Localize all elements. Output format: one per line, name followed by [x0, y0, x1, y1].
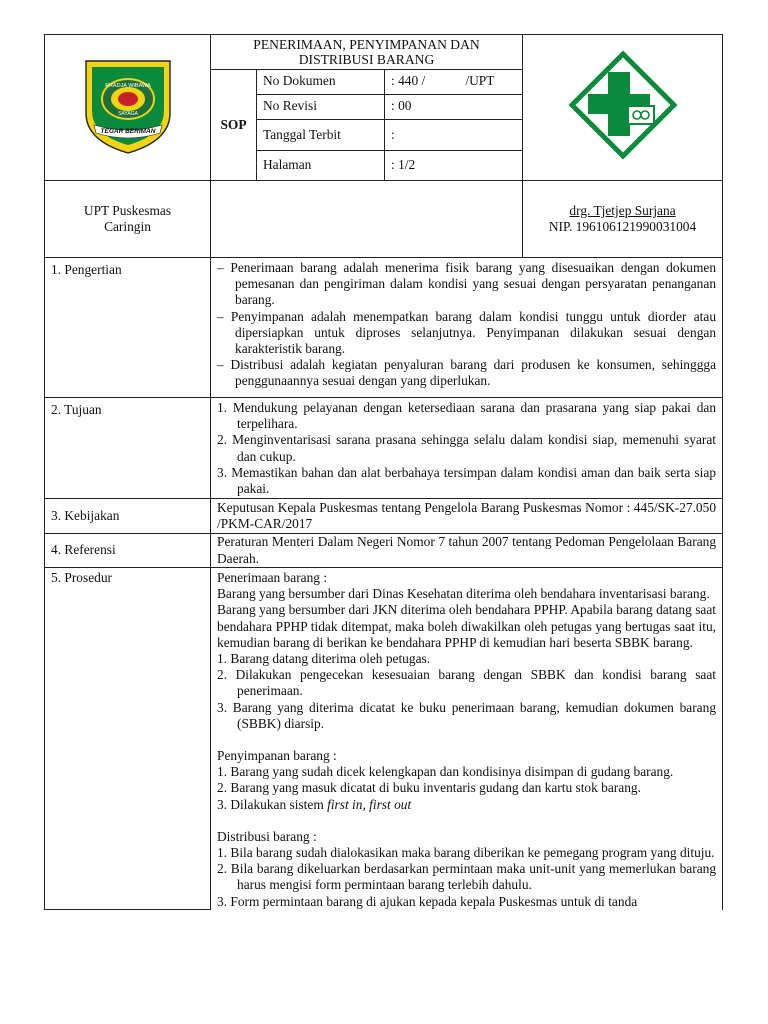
section-label-prosedur: 5. Prosedur: [45, 568, 211, 910]
section-label-tujuan: 2. Tujuan: [45, 398, 211, 499]
blank-cell: [211, 181, 523, 258]
svg-text:PRADJA WIBAWA: PRADJA WIBAWA: [104, 83, 151, 90]
signatory-nip: NIP. 196106121990031004: [548, 219, 697, 234]
list-item: 2. Bila barang dikeluarkan berdasarkan permintaan maka unit-unit yang memerlukan barang harus mengisi form permintaan barang terlebih dahulu.: [217, 861, 717, 893]
meta-value-no-dokumen: : 440 / /UPT: [385, 70, 523, 95]
logo-bogor-cell: [45, 35, 211, 181]
sop-table: [44, 34, 723, 910]
kabupaten-bogor-logo: [80, 55, 176, 155]
subsection-title-penerimaan: Penerimaan barang :: [217, 570, 328, 585]
meta-value-no-revisi: : 00: [385, 95, 523, 120]
section-label-kebijakan: 3. Kebijakan: [45, 499, 211, 534]
list-item: – Distribusi adalah kegiatan penyaluran barang dari produsen ke konsumen, sehinggga penggunaannya sesuai dengan yang diperlukan.: [217, 357, 717, 389]
section-body-kebijakan: Keputusan Kepala Puskesmas tentang Pengelola Barang Puskesmas Nomor : 445/SK-27.050 /PKM-CAR/2017: [211, 499, 723, 534]
meta-label-tanggal-terbit: Tanggal Terbit: [257, 120, 385, 151]
list-item: 3. Form permintaan barang di ajukan kepada kepala Puskesmas untuk di tanda: [217, 893, 638, 909]
unit-name: UPT Puskesmas Caringin: [45, 181, 211, 258]
list-item: 3. Dilakukan sistem first in, first out: [217, 796, 412, 812]
list-item: 3. Memastikan bahan dan alat berbahaya tersimpan dalam kondisi aman dan baik serta siap pakai.: [217, 464, 717, 497]
section-label-pengertian: 1. Pengertian: [45, 258, 211, 398]
svg-text:TEGAR BERIMAN: TEGAR BERIMAN: [100, 128, 155, 136]
list-item: 1. Barang datang diterima oleh petugas.: [217, 651, 431, 667]
section-body-tujuan: [211, 398, 723, 499]
section-body-prosedur: [211, 568, 723, 910]
list-item: 2. Menginventarisasi sarana prasana sehingga selalu dalam kondisi siap, memenuhi syarat dan cukup.: [217, 432, 717, 464]
sop-document: [44, 34, 722, 1024]
list-item: 1. Barang yang sudah dicek kelengkapan dan kondisinya disimpan di gudang barang.: [217, 764, 674, 780]
list-item: 1. Bila barang sudah dialokasikan maka barang diberikan ke pemegang program yang dituju.: [217, 845, 715, 861]
list-item: 2. Dilakukan pengecekan kesesuaian barang dengan SBBK dan kondisi barang saat penerimaan.: [217, 667, 717, 699]
signatory-name: drg. Tjetjep Surjana: [569, 202, 676, 218]
section-body-referensi: Peraturan Menteri Dalam Negeri Nomor 7 tahun 2007 tentang Pedoman Pengelolaan Barang Daerah.: [211, 534, 723, 568]
subsection-title-distribusi: Distribusi barang :: [217, 828, 317, 844]
list-item: 2. Barang yang masuk dicatat di buku inventaris gudang dan kartu stok barang.: [217, 780, 641, 796]
document-title: PENERIMAAN, PENYIMPANAN DAN DISTRIBUSI BARANG: [211, 35, 523, 70]
sop-label: SOP: [211, 70, 257, 181]
paragraph: Barang yang bersumber dari JKN diterima oleh bendahara PPHP. Apabila barang datang saat bendahara PPHP tidak ditempat, maka boleh diwakilkan oleh petugas yang bertugas saat itu, kemudian barang di berikan ke bendahara PPHP di kemudian hari beserta SBBK barang.: [217, 602, 717, 650]
section-body-pengertian: [211, 258, 723, 398]
list-item: – Penyimpanan adalah menempatkan barang dalam kondisi tunggu untuk diorder atau dipersiapkan untuk diproses selanjutnya. Penyimpanan dilakukan sesuai dengan karakteristik barang.: [217, 308, 717, 357]
svg-text:SAYAGA: SAYAGA: [117, 111, 138, 118]
section-label-referensi: 4. Referensi: [45, 534, 211, 568]
meta-label-halaman: Halaman: [257, 151, 385, 181]
puskesmas-logo-icon: [568, 50, 678, 160]
signature-block: [523, 181, 723, 258]
paragraph: Barang yang bersumber dari Dinas Kesehatan diterima oleh bendahara inventarisasi barang.: [217, 586, 710, 602]
logo-puskesmas-cell: [523, 35, 723, 181]
subsection-title-penyimpanan: Penyimpanan barang :: [217, 748, 337, 764]
list-item: 3. Barang yang diterima dicatat ke buku penerimaan barang, kemudian dokumen barang (SBBK) diarsip.: [217, 699, 717, 731]
meta-value-tanggal-terbit: :: [385, 120, 523, 151]
list-item: – Penerimaan barang adalah menerima fisik barang yang disesuaikan dengan dokumen pemesanan dan pengiriman dalam kondisi yang sesuai dengan persyaratan penanganan barang.: [217, 260, 717, 308]
meta-label-no-revisi: No Revisi: [257, 95, 385, 120]
list-item: 1. Mendukung pelayanan dengan ketersediaan sarana dan prasarana yang siap pakai dan terpelihara.: [217, 400, 717, 432]
meta-label-no-dokumen: No Dokumen: [257, 70, 385, 95]
meta-value-halaman: : 1/2: [385, 151, 523, 181]
